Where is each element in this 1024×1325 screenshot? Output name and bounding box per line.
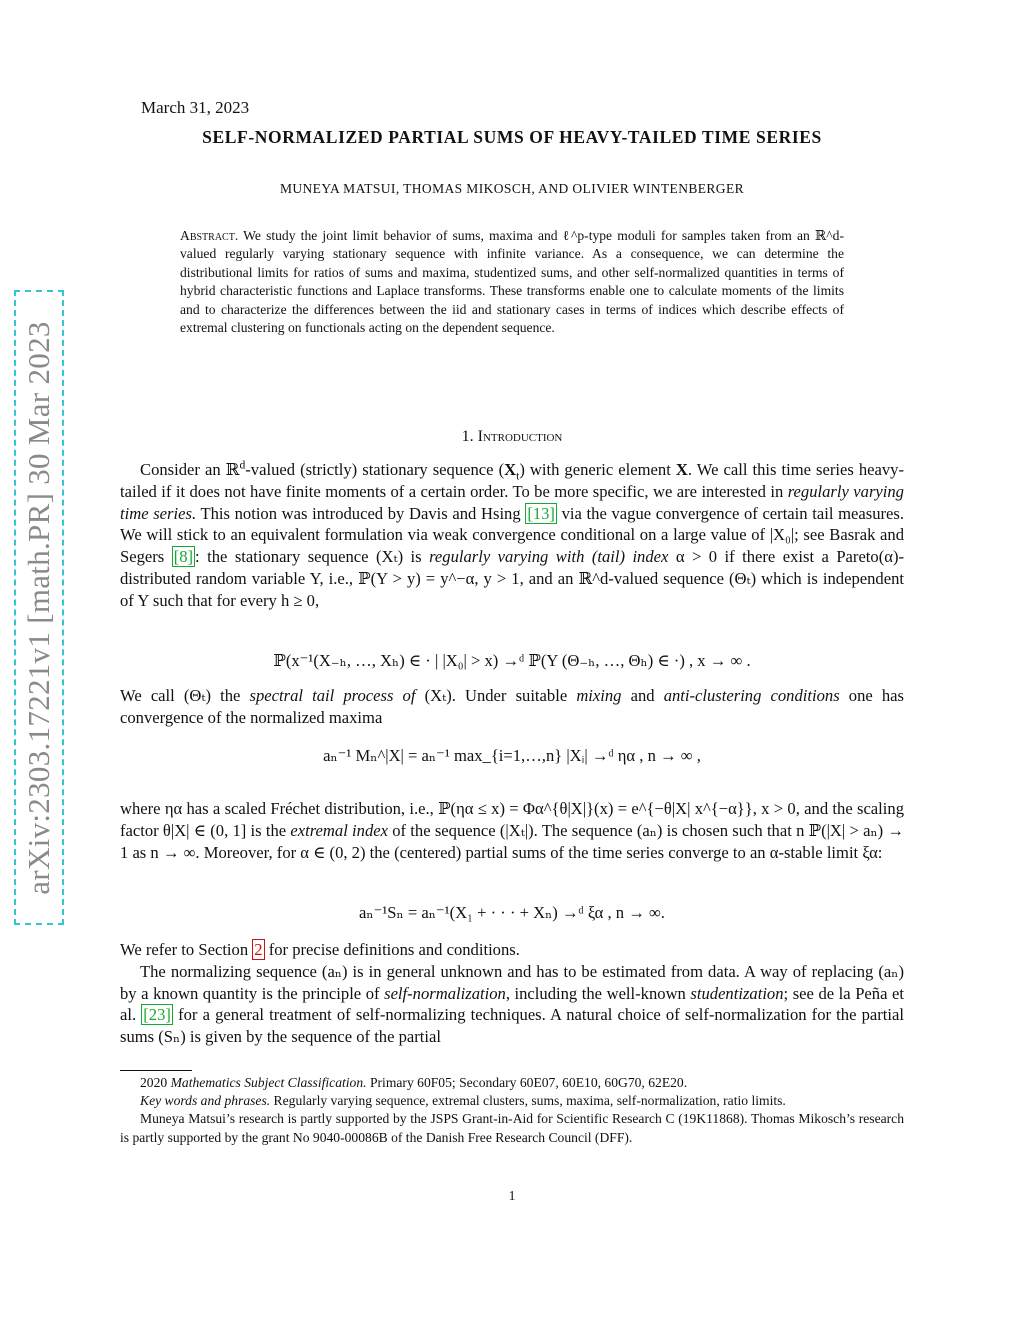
text-run: This notion was introduced by Davis and Hsing [196, 503, 526, 523]
emphasis: extremal index [290, 820, 388, 840]
text-run: 2020 [140, 1075, 171, 1090]
text-run: for precise definitions and conditions. [264, 940, 520, 959]
text-run: α > 0 if there exist a Pareto(α)-distributed random variable Y, i.e., ℙ(Y > y) = y^−α, y > 1, and an ℝ^d-valued sequence (Θₜ) which is independent of Y such that for every h ≥ 0, [120, 547, 904, 610]
text-run: one has convergence of the normalized maxima [120, 686, 904, 727]
text-run: . We call this time series heavy-tailed if it does not have finite moments of a certain order. To be more specific, we are interested in [120, 460, 904, 501]
text-run: We refer to Section [120, 940, 253, 959]
footnote-msc [120, 1074, 904, 1092]
footnotes [120, 1074, 904, 1147]
text-run: and [621, 686, 664, 705]
paragraph-1: Consider an ℝ$^d$-valued (strictly) stationary sequence $(X_t)$ with generic element X. We call this time series heavy-tailed if it does not have finite moments of a certain order. To be more specific, we are interested in regularly varying time series. This notion was introduced by Davis and Hsing [13] via the vague convergence of certain tail measures. We will stick to an equivalent formulation via weak convergence conditional on a large value of |X₀|; see Basrak and Segers [8] : the stationary sequence (Xₜ) is regularly varying with (tail) index α > 0 if there exist a Pareto(α)-distributed random variable Y, i.e., ℙ(Y > y) = y^−α, y > 1, and an ℝ^d-valued sequence (Θₜ) which is independent of Y such that for every h ≥ 0, [120, 458, 904, 610]
paragraph-2 [120, 685, 904, 729]
citation-link[interactable]: [13] [527, 503, 555, 523]
equation-2: aₙ⁻¹ Mₙ^|X| = aₙ⁻¹ max_{i=1,…,n} |Xᵢ| →ᵈ ηα , n → ∞ , [323, 746, 701, 765]
footnote-divider [120, 1070, 192, 1071]
text-run: ; see de la Peña et al. [120, 983, 904, 1025]
text-run: Primary 60F05; Secondary 60E07, 60E10, 60G70, 62E20. [366, 1075, 688, 1090]
emphasis: studentization [690, 983, 784, 1003]
section-link[interactable]: 2 [254, 940, 263, 959]
footnote-funding: Muneya Matsui’s research is partly supported by the JSPS Grant-in-Aid for Scientific Research C (19K11868). Thomas Mikosch’s research is partly supported by the grant No 9040-00086B of the Danish Free Research Council (DFF). [120, 1111, 904, 1145]
text-run: Consider an ℝ [140, 460, 240, 479]
text-run: for a general treatment of self-normalizing techniques. A natural choice of self-normalization for the partial sums (Sₙ) is given by the sequence of the partial [120, 1005, 904, 1047]
text-run: of the sequence (|Xₜ|). The sequence (aₙ) is chosen such that n ℙ(|X| > aₙ) → 1 as n → ∞. Moreover, for α ∈ (0, 2) the (centered) partial sums of the time series converge to an α-stable limit ξα: [120, 820, 904, 862]
text-run: (Xₜ). Under suitable [415, 686, 577, 705]
section-number: 1. [461, 428, 474, 445]
emphasis: regularly varying with (tail) index [429, 547, 669, 567]
citation-link[interactable]: [8] [173, 547, 194, 567]
arxiv-identifier[interactable]: arXiv:2303.17221v1 [math.PR] 30 Mar 2023 [21, 321, 56, 895]
footnote-keywords [120, 1092, 904, 1110]
emphasis: anti-clustering conditions [663, 686, 840, 705]
text-run: , including the well-known [505, 983, 691, 1003]
emphasis: spectral tail process of [249, 686, 416, 705]
abstract-text: We study the joint limit behavior of sums, maxima and ℓ^p-type moduli for samples taken from an ℝ^d-valued regularly varying stationary sequence with infinite variance. As a consequence, we can determine the distributional limits for ratios of sums and maxima, studentized sums, and other self-normalized quantities in terms of hybrid characteristic functions and Laplace transforms. These transforms enable one to calculate moments of the limits and to characterize the differences between the iid and stationary cases in terms of indices which describe effects of extremal clustering on functionals acting on the dependent sequence. [180, 228, 844, 336]
emphasis: Mathematics Subject Classification. [170, 1075, 367, 1090]
paragraph-4-line [120, 939, 904, 961]
section-title: Introduction [477, 428, 563, 445]
text-run: We call (Θₜ) the [120, 686, 250, 705]
abstract-label: Abstract. [180, 228, 239, 243]
emphasis: mixing [576, 686, 622, 705]
citation-link[interactable]: [23] [143, 1005, 171, 1025]
page-number: 1 [508, 1188, 516, 1203]
section-heading [120, 428, 904, 446]
paper-date: March 31, 2023 [141, 98, 250, 117]
text-run: Regularly varying sequence, extremal clusters, sums, maxima, self-normalization, ratio limits. [270, 1093, 786, 1109]
text-run: -valued (strictly) stationary sequence ( [245, 460, 505, 479]
equation-3: aₙ⁻¹Sₙ = aₙ⁻¹(X₁ + · · · + Xₙ) →ᵈ ξα , n → ∞. [359, 903, 665, 922]
paper-title: SELF-NORMALIZED PARTIAL SUMS OF HEAVY-TAILED TIME SERIES [202, 127, 822, 147]
abstract [180, 227, 844, 337]
paper-authors: MUNEYA MATSUI, THOMAS MIKOSCH, AND OLIVIER WINTENBERGER [279, 181, 744, 196]
text-run: where ηα has a scaled Fréchet distribution, i.e., ℙ(ηα ≤ x) = Φα^{θ|X|}(x) = e^{−θ|X| x^{−α}}, x > 0, and the scaling factor θ|X| ∈ (0, 1] is the [120, 799, 904, 840]
text-run: : the stationary sequence (Xₜ) is [195, 547, 430, 567]
paragraph-5 [120, 961, 904, 1048]
text-run: via the vague convergence of certain tail measures. We will stick to an equivalent formulation via weak convergence conditional on a large value of |X₀|; see Basrak and Segers [120, 503, 904, 567]
emphasis: Key words and phrases. [140, 1093, 271, 1109]
paragraph-3 [120, 798, 904, 863]
emphasis: regularly varying time series. [120, 481, 904, 523]
paragraph-4 [120, 939, 904, 1048]
emphasis: self-normalization [384, 983, 506, 1003]
text-run: The normalizing sequence (aₙ) is in general unknown and has to be estimated from data. A way of replacing (aₙ) by a known quantity is the principle of [120, 961, 904, 1003]
equation-1: ℙ(x⁻¹(X₋ₕ, …, Xₕ) ∈ · | |X₀| > x) →ᵈ ℙ(Y (Θ₋ₕ, …, Θₕ) ∈ ·) , x → ∞ . [273, 651, 751, 670]
text-run: ) with generic element [519, 460, 676, 479]
